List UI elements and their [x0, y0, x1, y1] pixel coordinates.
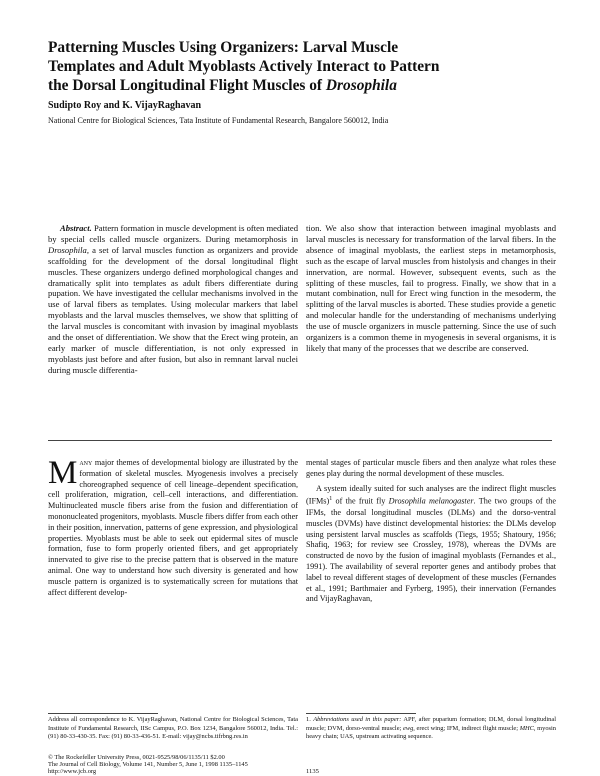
right-paragraph-1: mental stages of particular muscle fibers and then analyze what roles these genes play during the normal development of these muscles.	[306, 458, 556, 478]
p2-text-a: A system ideally suited for such analyses are the indirect flight muscles (IFMs)	[306, 483, 556, 507]
correspondence-footnote: Address all correspondence to K. VijayRaghavan, National Centre for Biological Sciences, Tata Institute of Fundamental Research, IISc Campus, P.O. Box 1234, Bangalore 560012, India. Tel.: (91) 80-33-430-35. Fax: (91) 80-33-436-51. E-mail: vijay@ncbs.tifrbng.res.in	[48, 716, 298, 741]
paper-title	[48, 38, 568, 95]
right-paragraph-2	[306, 484, 556, 606]
abstract-left-column	[48, 223, 298, 376]
abstract-species: Drosophila	[48, 244, 87, 255]
drop-cap: M	[48, 455, 78, 491]
abstract-label: Abstract.	[60, 223, 92, 233]
title-species: Drosophila	[325, 77, 397, 94]
footnote-rule-left	[48, 713, 158, 714]
title-line-2: Templates and Adult Myoblasts Actively Interact to Pattern	[48, 58, 440, 75]
abbrev-text-b: , erect wing; IFM, indirect flight muscle;	[413, 724, 520, 732]
intro-paragraph	[48, 455, 298, 598]
title-line-1: Patterning Muscles Using Organizers: Larval Muscle	[48, 39, 399, 56]
intro-text: major themes of developmental biology are illustrated by the formation of skeletal muscles. Myogenesis involves a precisely choreographed sequence of cell lineage–dependent specification, cell proliferation, migration, cell–cell interactions, and differentiation. Multinucleated muscle fibers arise from the fusion and differentiation of mononucleated progenitors, myoblasts. Muscle fibers differ from each other in their position, innervation, patterns of gene expression, and physiological properties. Myoblasts must be able to seek out epidermal sites of muscle formation, fuse to form properly oriented fibers, and get appropriately innervated to give rise to the precise pattern that is observed in the mature animal. One way to understand how such diversity is generated and how muscle pattern is organized is to systematically screen for mutations that affect different develop-	[48, 458, 298, 597]
p2-text-b: of the fruit fly	[332, 497, 389, 507]
journal-url[interactable]: http://www.jcb.org	[48, 768, 97, 776]
abbrev-heading: Abbreviations used in this paper:	[313, 716, 402, 723]
abbrev-text-c: , myosin heavy chain; UAS, upstream activating sequence.	[306, 724, 557, 741]
body-right-column	[306, 458, 556, 605]
footnote-rule-right	[306, 713, 416, 714]
abbrev-text-a: APF, after puparium formation; DLM, dorsal longitudinal muscle; DVM, dorso-ventral muscle;	[306, 716, 556, 732]
copyright-line-1: © The Rockefeller University Press, 0021-9525/98/06/1135/11 $2.00	[48, 754, 225, 761]
abstract-text-b: , a set of larval muscles function as organizers and provide scaffolding for the development of the dorsal longitudinal flight muscles. These organizers undergo defined morphological changes and dramatically split into templates as adult fibers differentiate during pupation. We have investigated the cellular mechanisms involved in the use of larval fibers as templates. Using molecular markers that label myoblasts and the larval muscles themselves, we show that splitting of the larval muscles is concomitant with invasion by imaginal myoblasts and the onset of differentiation. We show that the Erect wing protein, an early marker of muscle differentiation, is not only expressed in myoblasts just before and after fusion, but also in remnant larval nuclei during muscle differentia-	[48, 244, 298, 375]
intro-smallcaps: any	[79, 458, 93, 467]
abstract-text-a: Pattern formation in muscle development is often mediated by special cells called muscle organizers. During metamorphosis in	[48, 223, 298, 244]
abbreviations-footnote	[306, 716, 556, 742]
author-list: Sudipto Roy and K. VijayRaghavan	[48, 100, 202, 111]
affiliation: National Centre for Biological Sciences, Tata Institute of Fundamental Research, Bangalore 560012, India	[48, 116, 389, 125]
abstract-right-column: tion. We also show that interaction between imaginal myoblasts and larval muscles is necessary for transformation of the larval fibers. In the absence of imaginal myoblasts, the earliest steps in metamorphosis, such as the escape of larval muscles from histolysis and changes in their innervation, are normal. However, subsequent events, such as the splitting of these muscles, fail to progress. Finally, we show that in a mutant combination, null for Erect wing function in the mesoderm, the splitting of the larval muscles is aborted. These studies provide a genetic and molecular handle for the understanding of mechanisms underlying the use of muscle organizers in muscle patterning. Since the use of such organizers is a common theme in myogenesis in several organisms, it is likely that many of the processes that we describe are conserved.	[306, 223, 556, 353]
body-left-column	[48, 455, 298, 598]
abbrev-mhc: MHC	[519, 724, 534, 732]
journal-citation: The Journal of Cell Biology, Volume 141, Number 5, June 1, 1998 1135–1145	[48, 761, 248, 769]
section-divider	[48, 440, 552, 441]
title-line-3: the Dorsal Longitudinal Flight Muscles of	[48, 77, 326, 94]
copyright-block	[48, 754, 248, 776]
p2-species: Drosophila melanogaster	[388, 497, 474, 507]
abbrev-ewg: ewg	[403, 724, 414, 732]
page-number: 1135	[306, 768, 319, 775]
footnote-marker: 1	[329, 496, 333, 503]
p2-text-c: . The two groups of the IFMs, the dorsal longitudinal muscles (DLMs) and the dorso-ventral muscles (DVMs) have distinct developmental histories: the DLMs develop using persistent larval muscles as scaffolds (Tiegs, 1955; Shatoury, 1956; Shafiq, 1963; for review see Crossley, 1978), whereas the DVMs are constructed de novo by the fusion of imaginal myoblasts (Fernandes et al., 1991). The availability of several reporter genes and antibody probes that label to reveal different stages of development of these muscles (Fernandes et al., 1991; Barthmaier and Fyrberg, 1995), their innervation (Fernandes and VijayRaghavan,	[306, 497, 556, 604]
abbrev-number: 1.	[306, 716, 314, 723]
